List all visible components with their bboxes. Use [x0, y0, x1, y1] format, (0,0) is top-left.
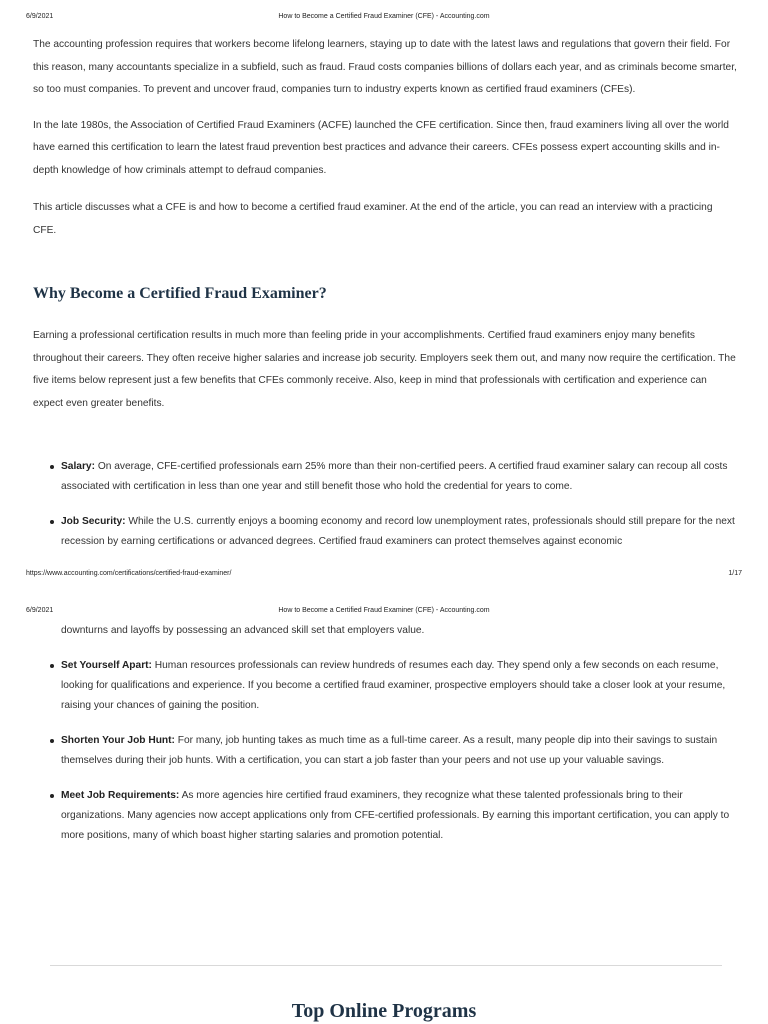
print-date-2: 6/9/2021 — [26, 607, 54, 614]
intro-paragraph-3: This article discusses what a CFE is and how to become a certified fraud examiner. At the end of the article, you can read an interview with a practicing CFE. — [33, 202, 713, 236]
print-title: How to Become a Certified Fraud Examiner (CFE) - Accounting.com — [278, 13, 490, 20]
why-heading: Why Become a Certified Fraud Examiner? — [33, 285, 327, 302]
intro-paragraph-1: The accounting profession requires that workers become lifelong learners, staying up to date with the latest laws and regulations that govern their field. For this reason, many accountants specialize in a subfield, such as fraud. Fraud costs companies billions of dollars each year, and as criminals become smarter, so too must companies. To prevent and uncover fraud, companies turn to industry experts known as certified fraud examiners (CFEs). — [33, 39, 737, 95]
why-paragraph: Earning a professional certification results in much more than feeling pride in your accomplishments. Certified fraud examiners enjoy many benefits throughout their careers. They often receive higher salaries and increase job security. Employers seek them out, and many now require the certification. The five items below represent just a few benefits that CFEs commonly receive. Also, keep in mind that professionals with certification and experience can expect even greater benefits. — [33, 330, 736, 409]
set-apart-text: Human resources professionals can review hundreds of resumes each day. They spend only a few seconds on each resume, looking for qualifications and experience. If you become a certified fraud examiner, prospective employers should take a closer look at your resume, raising your chances of gaining the position. — [61, 660, 726, 711]
print-page-number: 1/17 — [728, 570, 742, 577]
job-hunt-label: Shorten Your Job Hunt: — [61, 735, 175, 746]
salary-text: On average, CFE-certified professionals earn 25% more than their non-certified peers. A certified fraud examiner salary can recoup all costs associated with certification in less than one year and still benefit those who hold the credential for years to come. — [61, 461, 728, 492]
requirements-label: Meet Job Requirements: — [61, 790, 180, 801]
list-item-requirements — [33, 786, 738, 846]
section-divider — [50, 965, 722, 966]
top-programs-heading: Top Online Programs — [291, 1000, 477, 1022]
list-item-job-security — [33, 512, 738, 552]
list-item-salary — [33, 457, 738, 497]
intro-section — [33, 34, 738, 242]
print-date: 6/9/2021 — [26, 13, 54, 20]
list-item-set-apart — [33, 656, 738, 716]
requirements-text: As more agencies hire certified fraud examiners, they recognize what these talented professionals bring to their organizations. Many agencies now accept applications only from CFE-certified professionals. By earning this important certification, you can apply to more positions, many of which boast higher starting salaries and promotion potential. — [61, 790, 730, 841]
print-title-2: How to Become a Certified Fraud Examiner (CFE) - Accounting.com — [278, 607, 490, 614]
set-apart-label: Set Yourself Apart: — [61, 660, 152, 671]
why-section — [33, 284, 738, 415]
salary-label: Salary: — [61, 461, 95, 472]
benefits-list-page-2 — [33, 621, 738, 846]
benefits-list-page-1 — [33, 457, 738, 552]
pdf-page-2 — [0, 600, 768, 1024]
list-item-job-hunt — [33, 731, 738, 771]
job-security-continued: downturns and layoffs by possessing an advanced skill set that employers value. — [61, 625, 425, 636]
intro-paragraph-2: In the late 1980s, the Association of Certified Fraud Examiners (ACFE) launched the CFE certification. Since then, fraud examiners living all over the world have earned this certification to learn the latest fraud prevention best practices and advance their careers. CFEs possess expert accounting skills and in-depth knowledge of how criminals attempt to defraud companies. — [33, 119, 729, 176]
job-security-text: While the U.S. currently enjoys a booming economy and record low unemployment rates, professionals should still prepare for the next recession by earning certifications or advanced degrees. Certified fraud examiners can protect themselves against economic — [61, 516, 735, 547]
job-security-label: Job Security: — [61, 516, 126, 527]
job-hunt-text: For many, job hunting takes as much time as a full-time career. As a result, many people dip into their savings to sustain themselves during their job hunts. With a certification, you can start a job faster than your peers and not use up your valuable savings. — [61, 735, 718, 766]
print-url: https://www.accounting.com/certifications/certified-fraud-examiner/ — [26, 570, 232, 577]
